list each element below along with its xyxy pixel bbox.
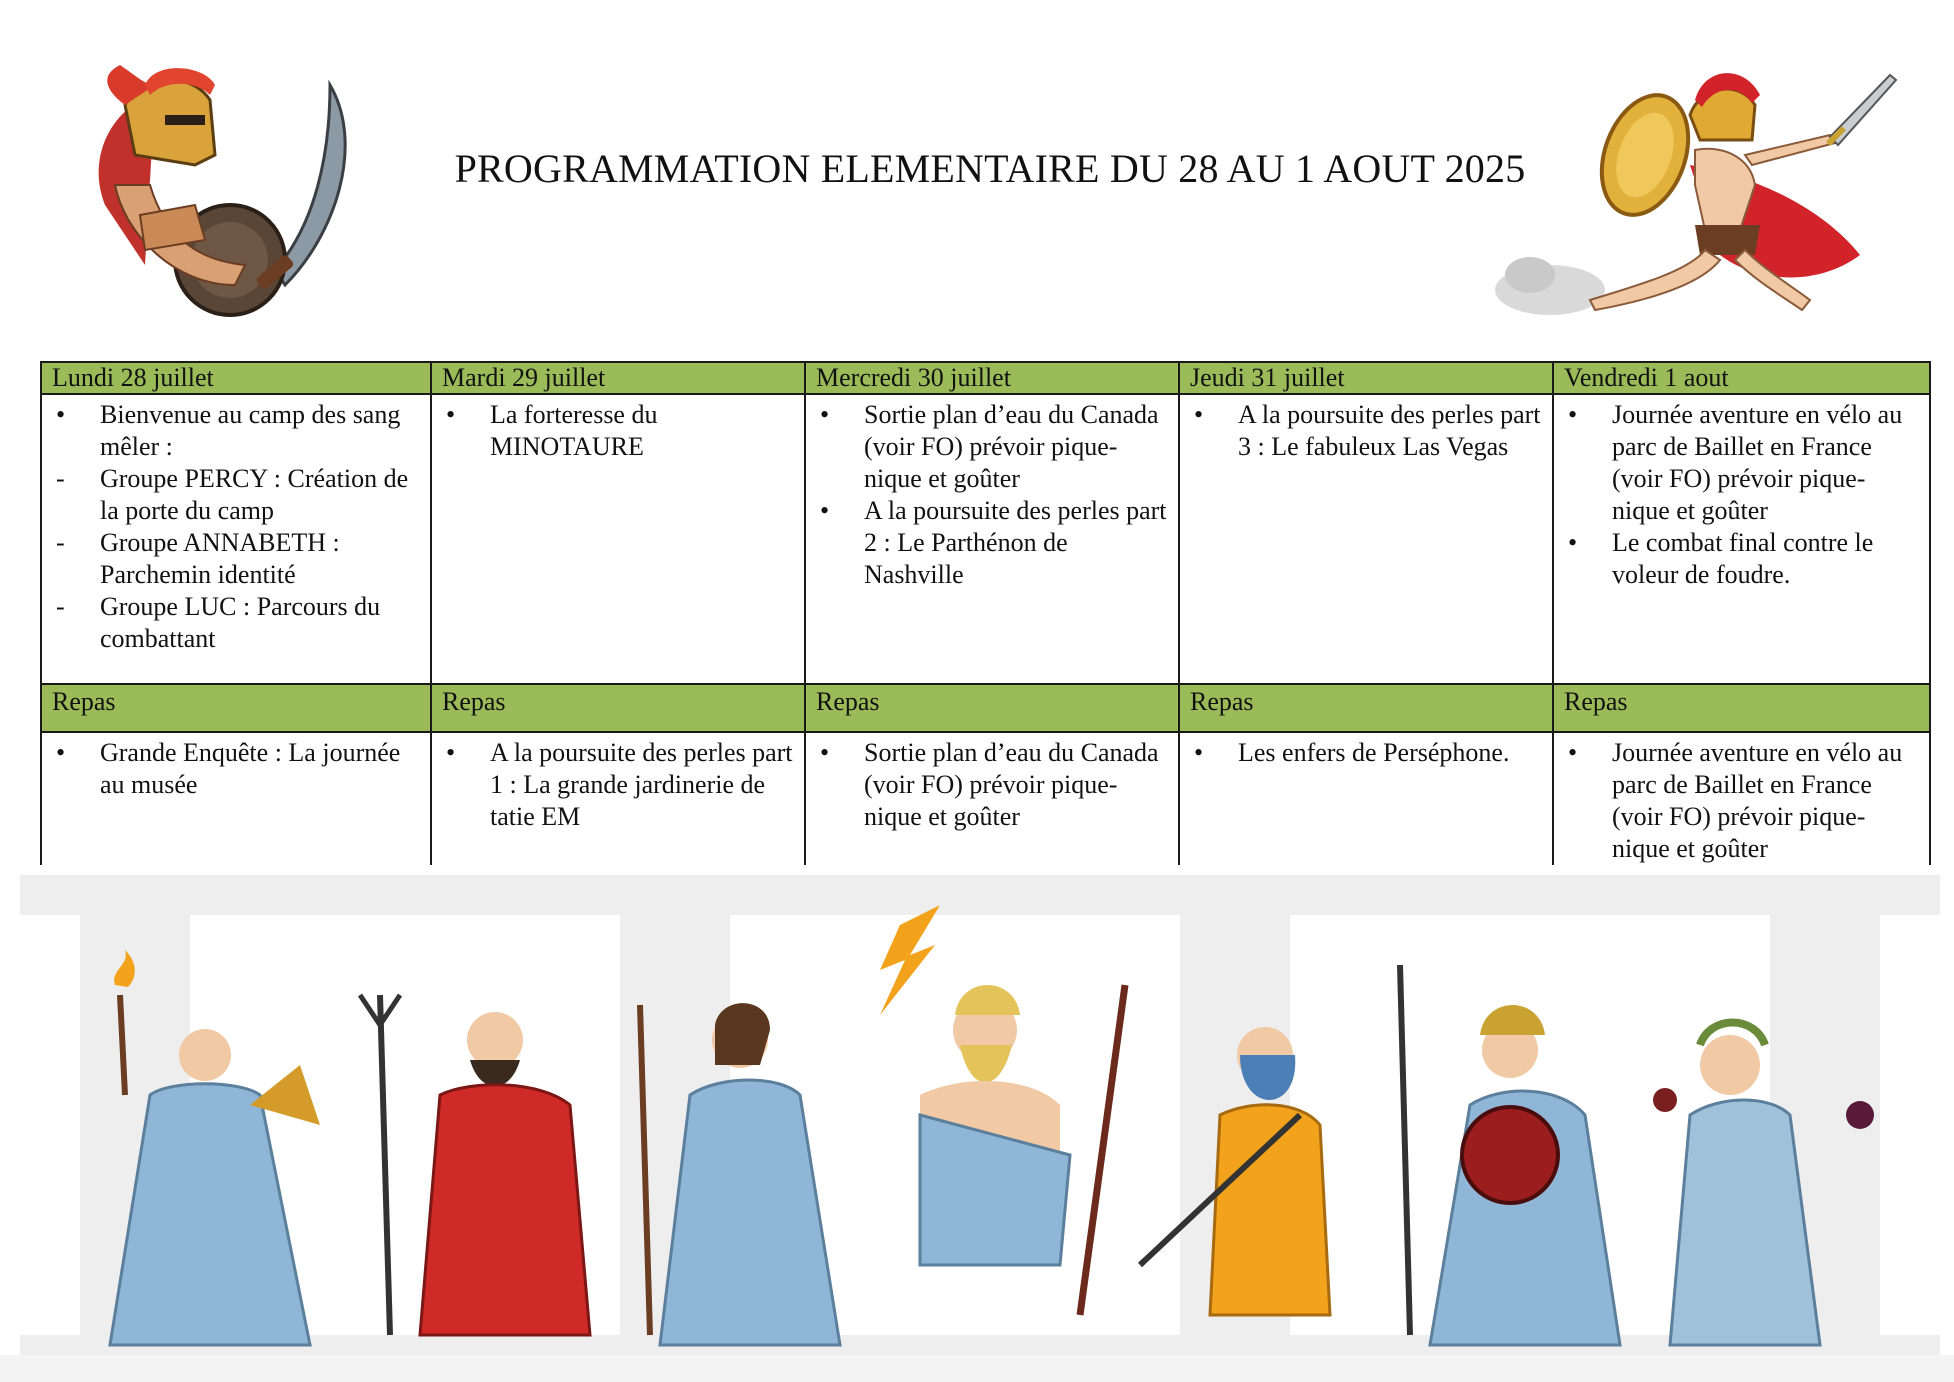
list-item [1558,737,1921,865]
activity-list [1558,399,1921,591]
list-item [1184,737,1544,769]
morning-cell-wednesday [805,394,1179,684]
list-item [1558,399,1921,527]
bullet-marker: • [1194,738,1204,767]
greek-hero-icon [1490,55,1930,335]
header-row [41,362,1930,394]
activity-list [1558,737,1921,865]
day-header-wednesday: Mercredi 30 juillet [805,362,1179,394]
morning-cell-friday [1553,394,1930,684]
activity-list [1184,737,1544,769]
activity-text: Sortie plan d’eau du Canada (voir FO) prévoir pique-nique et goûter [864,400,1159,493]
day-header-monday: Lundi 28 juillet [41,362,431,394]
bullet-marker: • [820,496,830,525]
bullet-marker: • [56,738,66,767]
activity-text: Bienvenue au camp des sang mêler : [100,400,401,461]
activity-list [810,737,1170,833]
activity-text: A la poursuite des perles part 2 : Le Parthénon de Nashville [864,496,1167,589]
bullet-marker: • [446,738,456,767]
afternoon-cell-friday [1553,732,1930,870]
activity-text: Journée aventure en vélo au parc de Baillet en France (voir FO) prévoir pique-nique et goûter [1612,738,1903,863]
list-item [436,737,796,833]
morning-cell-tuesday [431,394,805,684]
activity-list [46,737,422,801]
afternoon-row [41,732,1930,870]
bullet-marker: • [1194,400,1204,429]
activity-text: Groupe PERCY : Création de la porte du camp [100,464,409,525]
bullet-marker: • [446,400,456,429]
list-item [810,737,1170,833]
morning-row [41,394,1930,684]
morning-cell-thursday [1179,394,1553,684]
page-title: PROGRAMMATION ELEMENTAIRE DU 28 AU 1 AOUT 2025 [454,146,1526,191]
list-item [46,737,422,801]
afternoon-cell-thursday [1179,732,1553,870]
list-item [46,463,422,527]
afternoon-cell-wednesday [805,732,1179,870]
day-header-friday: Vendredi 1 aout [1553,362,1930,394]
dash-marker: - [56,528,65,557]
day-header-thursday: Jeudi 31 juillet [1179,362,1553,394]
bullet-marker: • [820,400,830,429]
dash-marker: - [56,592,65,621]
activity-text: A la poursuite des perles part 1 : La grande jardinerie de tatie EM [490,738,793,831]
meal-cell-tuesday: Repas [431,684,805,732]
dash-marker: - [56,464,65,493]
activity-text: Journée aventure en vélo au parc de Baillet en France (voir FO) prévoir pique-nique et goûter [1612,400,1903,525]
activity-list [46,399,422,655]
list-item [1558,527,1921,591]
list-item [46,399,422,463]
greek-gods-icon [0,865,1954,1382]
bullet-marker: • [1568,528,1578,557]
list-item [46,527,422,591]
meal-cell-friday: Repas [1553,684,1930,732]
list-item [810,495,1170,591]
bullet-marker: • [1568,738,1578,767]
activity-list [810,399,1170,591]
activity-list [1184,399,1544,463]
activity-text: Les enfers de Perséphone. [1238,738,1510,767]
meal-row [41,684,1930,732]
meal-cell-thursday: Repas [1179,684,1553,732]
meal-cell-wednesday: Repas [805,684,1179,732]
spartan-warrior-icon [45,65,355,335]
activity-list [436,399,796,463]
day-header-tuesday: Mardi 29 juillet [431,362,805,394]
bullet-marker: • [1568,400,1578,429]
activity-text: Le combat final contre le voleur de foudre. [1612,528,1874,589]
activity-text: Groupe ANNABETH : Parchemin identité [100,528,340,589]
activity-text: Sortie plan d’eau du Canada (voir FO) prévoir pique-nique et goûter [864,738,1159,831]
activity-list [436,737,796,833]
list-item [1184,399,1544,463]
bullet-marker: • [820,738,830,767]
activity-text: A la poursuite des perles part 3 : Le fabuleux Las Vegas [1238,400,1541,461]
list-item [436,399,796,463]
morning-cell-monday [41,394,431,684]
activity-text: La forteresse du MINOTAURE [490,400,658,461]
bullet-marker: • [56,400,66,429]
schedule-table [40,361,1931,871]
afternoon-cell-tuesday [431,732,805,870]
activity-text: Groupe LUC : Parcours du combattant [100,592,381,653]
meal-cell-monday: Repas [41,684,431,732]
afternoon-cell-monday [41,732,431,870]
activity-text: Grande Enquête : La journée au musée [100,738,401,799]
list-item [46,591,422,655]
list-item [810,399,1170,495]
